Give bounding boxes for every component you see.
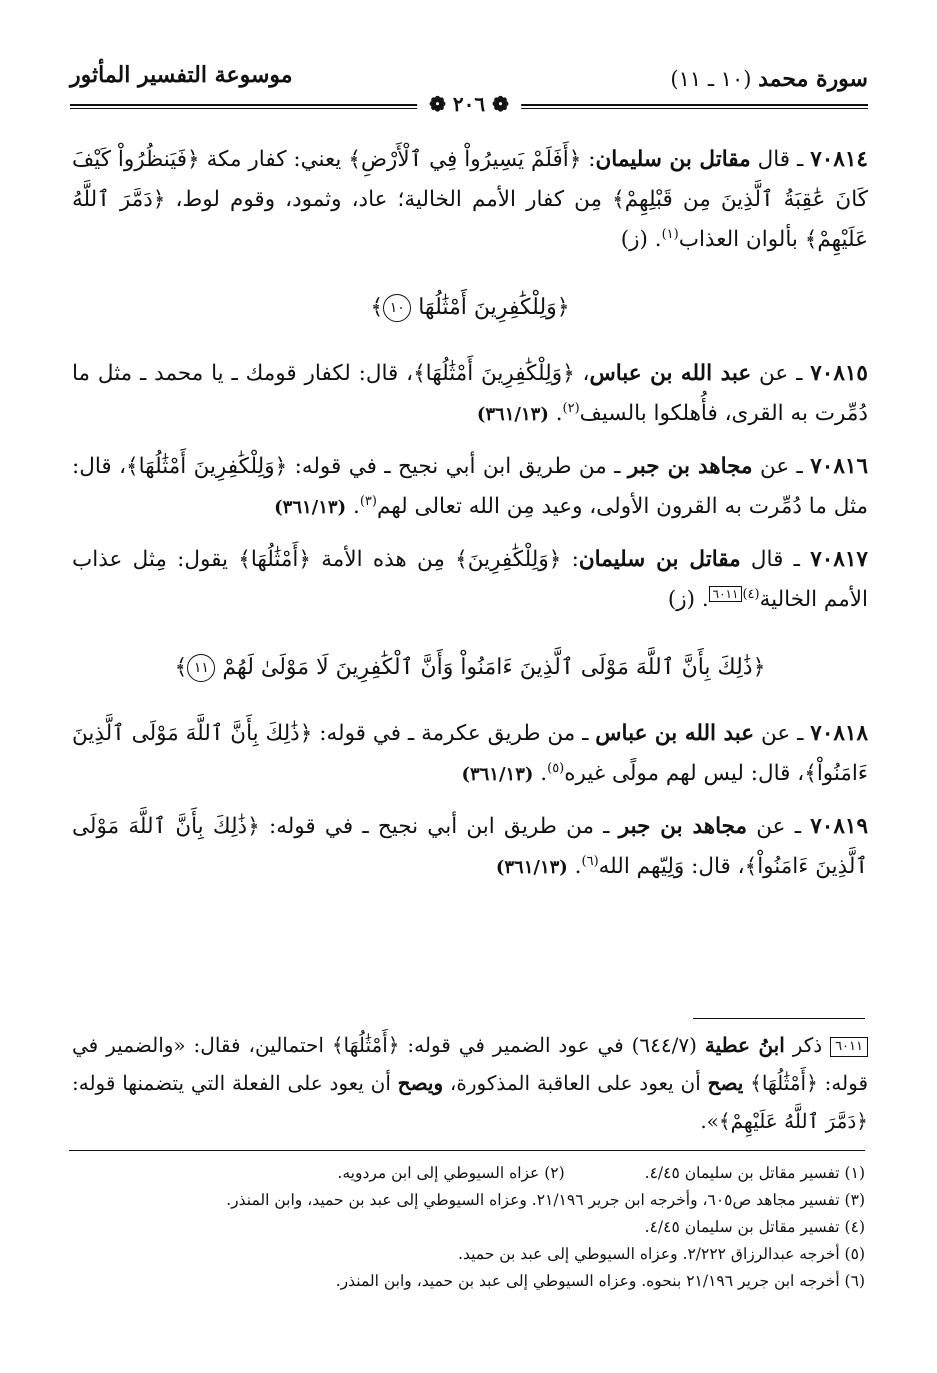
ayah-number-marker: ١٠ xyxy=(383,294,411,322)
entry-number: ٧٠٨١٨ xyxy=(810,721,869,746)
page-number xyxy=(417,92,521,116)
footnote-marker[interactable]: (١) xyxy=(661,226,679,242)
entry-text: يقول: مِثل عذاب الأمم الخالية xyxy=(72,547,868,612)
quran-quote: ﴿وَلِلْكَٰفِرِينَ أَمْثَٰلُهَا﴾ xyxy=(413,361,575,386)
entry-70816 xyxy=(72,447,868,528)
entry-number: ٧٠٨١٩ xyxy=(810,814,868,839)
ayah-close: ﴾ xyxy=(370,295,384,320)
entry-tail: . xyxy=(574,854,582,879)
entry-text: : xyxy=(588,147,596,172)
commentary-separator xyxy=(693,1018,865,1019)
note-text: أن يعود على العاقبة المذكورة، xyxy=(449,1071,701,1095)
entry-prefix: ـ عن xyxy=(761,721,804,746)
entry-text: بألوان العذاب xyxy=(678,227,798,252)
footnote-2: (٢) عزاه السيوطي إلى ابن مردويه. xyxy=(337,1164,565,1182)
narrator-name: مقاتل بن سليمان xyxy=(578,547,741,572)
entry-number: ٧٠٨١٥ xyxy=(810,361,868,386)
main-text xyxy=(72,140,868,900)
footnote-marker[interactable]: (٤) xyxy=(742,586,760,602)
book-title: موسوعة التفسير المأثور xyxy=(70,62,293,88)
entry-tail: . xyxy=(540,761,548,786)
entry-text: ، قال: مثل ما دُمِّرت به القرون الأولى، وعيد مِن الله تعالى لهم xyxy=(72,454,868,519)
entry-text: ، قال: وَلِيّهم الله xyxy=(598,854,745,879)
entry-text: ـ من طريق عكرمة ـ في قوله: xyxy=(319,721,589,746)
narrator-name: مجاهد بن جبر xyxy=(618,814,748,839)
ayah-number-marker: ١١ xyxy=(187,654,215,682)
entry-prefix: ـ قال xyxy=(750,547,800,572)
entry-prefix: ـ عن xyxy=(759,454,803,479)
footnote-marker[interactable]: (٢) xyxy=(562,400,580,416)
entry-tail: . (ز) xyxy=(620,227,662,252)
entry-text: مِن كفار الأمم الخالية؛ عاد، وثمود، وقوم لوط، xyxy=(175,187,603,212)
footnote-1: (١) تفسير مقاتل بن سليمان ٤/٤٥. xyxy=(644,1164,865,1182)
footnote-marker[interactable]: (٦) xyxy=(581,853,599,869)
quran-quote: ﴿دَمَّرَ ٱللَّهُ عَلَيْهِمْ﴾ xyxy=(72,187,868,252)
footnote-marker[interactable]: (٣) xyxy=(359,493,377,509)
narrator-name: مقاتل بن سليمان xyxy=(595,147,751,172)
surah-range: (١٠ ـ ١١) xyxy=(670,67,752,91)
surah-heading xyxy=(670,66,868,92)
ornament-right-icon: ❁ xyxy=(492,92,509,116)
ornament-left-icon: ❁ xyxy=(429,92,446,116)
note-text: (٦٤٤/٧) في عود الضمير في قوله: xyxy=(407,1033,697,1057)
quran-quote: ﴿وَلِلْكَٰفِرِينَ﴾ xyxy=(455,547,562,572)
entry-prefix: ـ عن xyxy=(756,814,802,839)
entry-tail: . xyxy=(555,401,563,426)
entry-text: ، قال: لكفار قومك ـ يا محمد ـ مثل ما دُمِّرت به القرى، فأُهلكوا بالسيف xyxy=(72,361,868,426)
scholar-name: ابنُ عطية xyxy=(704,1033,785,1057)
entry-70817 xyxy=(72,540,868,620)
entry-number: ٧٠٨١٧ xyxy=(810,547,868,572)
ayah-close: ﴾ xyxy=(174,655,188,680)
entry-text: يعني: كفار مكة xyxy=(206,147,342,172)
emphasis-text: ويصح xyxy=(397,1071,444,1095)
footnote-6: (٦) أخرجه ابن جرير ٢١/١٩٦ بنحوه. وعزاه السيوطي إلى عبد بن حميد، وابن المنذر. xyxy=(335,1272,865,1290)
entry-70818 xyxy=(72,714,868,795)
note-text: ». xyxy=(700,1109,719,1133)
footnote-3: (٣) تفسير مجاهد ص٦٠٥، وأخرجه ابن جرير ٢١/١٩٦. وعزاه السيوطي إلى عبد بن حميد، وابن المنذر. xyxy=(226,1191,865,1209)
entry-70815 xyxy=(72,354,868,435)
quran-quote: ﴿أَمْثَٰلُهَا﴾ xyxy=(238,547,312,572)
note-text: احتمالين، فقال: «والضمير في قوله: xyxy=(72,1033,869,1095)
note-text: أن يعود على الفعلة التي يتضمنها قوله: xyxy=(72,1071,391,1095)
entry-text: ، قال: ليس لهم مولًى غيره xyxy=(564,761,805,786)
footnote-4: (٤) تفسير مقاتل بن سليمان ٤/٤٥. xyxy=(644,1218,865,1236)
footnotes xyxy=(69,1160,865,1295)
entry-text: ـ من طريق ابن أبي نجيح ـ في قوله: xyxy=(268,814,610,839)
narrator-name: مجاهد بن جبر xyxy=(627,454,753,479)
quran-quote: ﴿فَيَنظُرُواْ كَيْفَ كَانَ عَٰقِبَةُ ٱلَّذِينَ مِن قَبْلِهِمْ﴾ xyxy=(72,147,868,212)
commentary-link-box[interactable]: ٦٠١١ xyxy=(709,586,743,602)
volume-reference: (٣٦١/١٣) xyxy=(274,497,347,518)
quran-quote: ﴿أَمْثَٰلُهَا﴾ xyxy=(750,1071,818,1095)
quran-quote: ﴿دَمَّرَ ٱللَّهُ عَلَيْهِمْ﴾ xyxy=(718,1109,868,1133)
entry-tail: . xyxy=(352,494,360,519)
ayah-11 xyxy=(72,648,868,688)
quran-quote: ﴿أَمْثَٰلُهَا﴾ xyxy=(331,1033,400,1057)
entry-text: : xyxy=(571,547,579,572)
quran-quote: ﴿أَفَلَمْ يَسِيرُواْ فِي ٱلْأَرْضِ﴾ xyxy=(348,147,582,172)
footnotes-separator xyxy=(69,1150,865,1151)
entry-tail: . (ز) xyxy=(667,587,709,612)
note-text: ذكر xyxy=(792,1033,823,1057)
entry-number: ٧٠٨١٤ xyxy=(810,147,868,172)
entry-text: مِن هذه الأمة xyxy=(321,547,445,572)
running-header xyxy=(70,58,868,116)
volume-reference: (٣٦١/١٣) xyxy=(495,857,568,878)
surah-title: سورة محمد xyxy=(758,66,868,92)
footnote-5: (٥) أخرجه عبدالرزاق ٢/٢٢٢. وعزاه السيوطي إلى عبد بن حميد. xyxy=(458,1245,865,1263)
volume-reference: (٣٦١/١٣) xyxy=(476,404,549,425)
entry-text: ، xyxy=(582,361,590,386)
emphasis-text: يصح xyxy=(707,1071,744,1095)
commentary-note xyxy=(72,1026,868,1140)
narrator-name: عبد الله بن عباس xyxy=(595,721,755,746)
footnote-marker[interactable]: (٥) xyxy=(547,760,565,776)
page-number-value: ٢٠٦ xyxy=(452,92,486,116)
footnote-row xyxy=(69,1160,865,1187)
quran-quote: ﴿وَلِلْكَٰفِرِينَ أَمْثَٰلُهَا﴾ xyxy=(126,454,288,479)
ayah-text: ﴿ذَٰلِكَ بِأَنَّ ٱللَّهَ مَوْلَى ٱلَّذِينَ ءَامَنُواْ وَأَنَّ ٱلْكَٰفِرِينَ لَا مَوْلَىٰ لَهُمْ xyxy=(222,655,766,680)
ayah-10 xyxy=(72,288,868,328)
quran-quote: ﴿ذَٰلِكَ بِأَنَّ ٱللَّهَ مَوْلَى ٱلَّذِينَ ءَامَنُواْ﴾ xyxy=(72,814,868,879)
narrator-name: عبد الله بن عباس xyxy=(589,361,752,386)
entry-text: ـ من طريق ابن أبي نجيح ـ في قوله: xyxy=(294,454,621,479)
commentary-number-box: ٦٠١١ xyxy=(830,1037,868,1057)
entry-prefix: ـ قال xyxy=(757,147,804,172)
ayah-text: ﴿وَلِلْكَٰفِرِينَ أَمْثَٰلُهَا xyxy=(418,295,570,320)
entry-70814 xyxy=(72,140,868,260)
entry-number: ٧٠٨١٦ xyxy=(810,454,868,479)
entry-70819 xyxy=(72,807,868,888)
quran-quote: ﴿ذَٰلِكَ بِأَنَّ ٱللَّهَ مَوْلَى ٱلَّذِينَ ءَامَنُواْ﴾ xyxy=(72,721,868,786)
entry-prefix: ـ عن xyxy=(759,361,803,386)
volume-reference: (٣٦١/١٣) xyxy=(461,764,534,785)
